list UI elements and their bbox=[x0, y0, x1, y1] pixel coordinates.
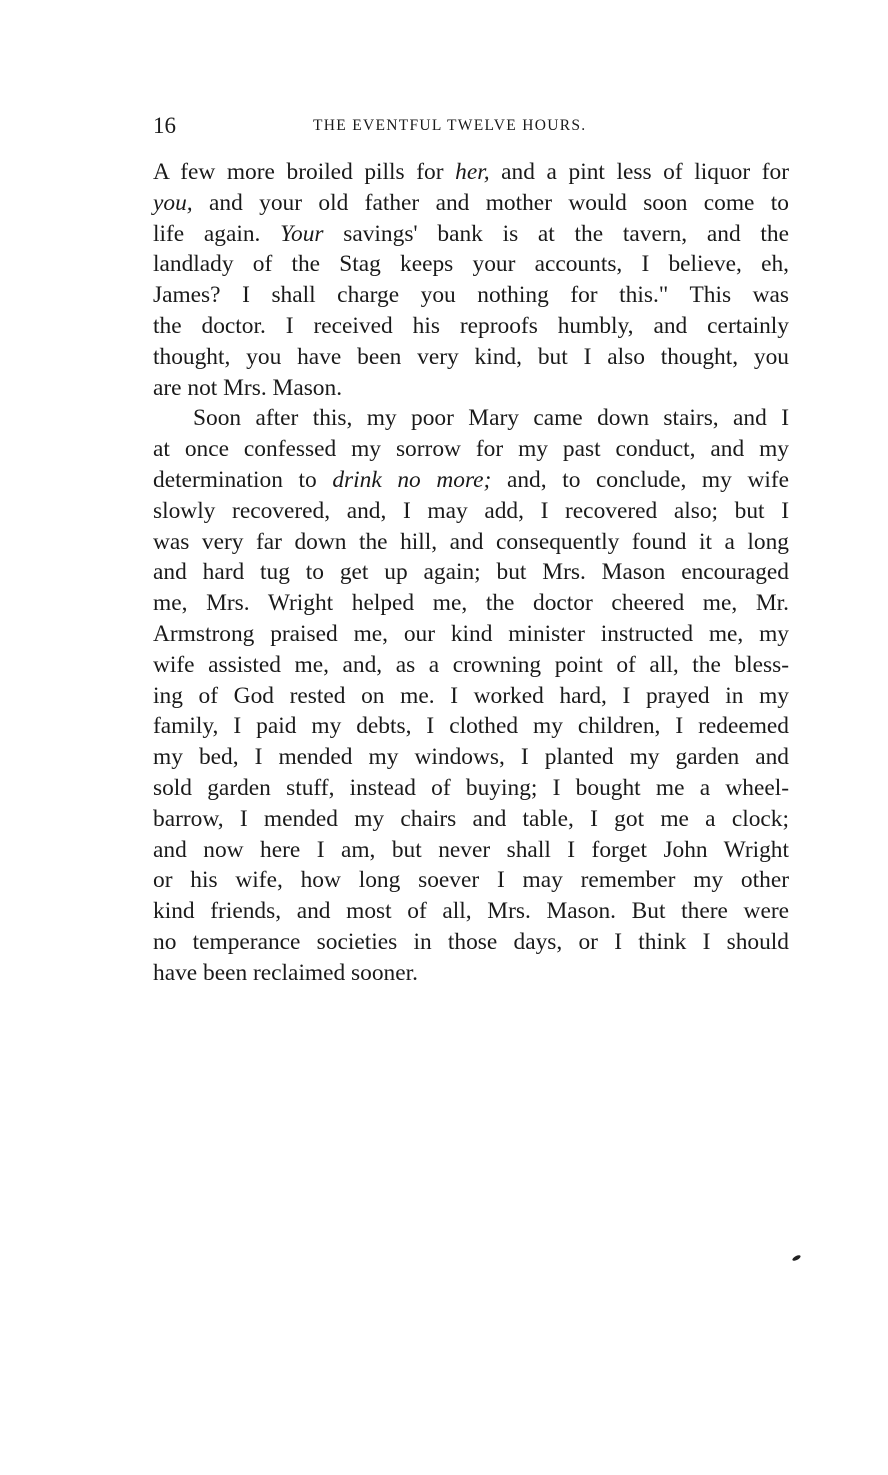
text-line: are not Mrs. Mason. bbox=[153, 374, 343, 401]
text-line: Soon after this, my poor Mary came down stairs, and I bbox=[193, 405, 789, 432]
text-line: A few more broiled pills for her, and a pint less of liquor for bbox=[153, 159, 789, 185]
text-line: kind friends, and most of all, Mrs. Mason. But there were bbox=[153, 898, 789, 925]
text-line: sold garden stuff, instead of buying; I bought me a wheel- bbox=[153, 774, 789, 801]
text-line: and now here I am, but never shall I forget John Wright bbox=[153, 836, 789, 863]
text-line: ing of God rested on me. I worked hard, I prayed in my bbox=[153, 682, 789, 709]
text-line: Armstrong praised me, our kind minister instructed me, my bbox=[153, 620, 789, 647]
text-line: was very far down the hill, and consequently found it a long bbox=[153, 528, 789, 555]
paragraph-1 bbox=[153, 157, 789, 403]
text-line: no temperance societies in those days, or I think I should bbox=[153, 928, 789, 955]
text-line: have been reclaimed sooner. bbox=[153, 959, 418, 986]
text-line: or his wife, how long soever I may remember my other bbox=[153, 867, 789, 894]
text-line: landlady of the Stag keeps your accounts, I believe, eh, bbox=[153, 251, 789, 278]
text-line: barrow, I mended my chairs and table, I got me a clock; bbox=[153, 805, 789, 832]
text-line: at once confessed my sorrow for my past conduct, and my bbox=[153, 436, 789, 463]
text-line: me, Mrs. Wright helped me, the doctor cheered me, Mr. bbox=[153, 590, 789, 617]
text-line: and hard tug to get up again; but Mrs. Mason encouraged bbox=[153, 559, 789, 586]
italic-text: drink no more; bbox=[332, 466, 492, 493]
text-line: thought, you have been very kind, but I also thought, you bbox=[153, 343, 789, 370]
text-line: my bed, I mended my windows, I planted my garden and bbox=[153, 744, 789, 771]
ink-speck bbox=[792, 1254, 802, 1262]
text-line: you, and your old father and mother would soon come to bbox=[153, 189, 789, 216]
paragraph-2 bbox=[153, 403, 789, 988]
italic-text: you, bbox=[153, 189, 193, 216]
page-number: 16 bbox=[153, 113, 176, 138]
italic-text: her, bbox=[455, 159, 490, 185]
running-head bbox=[153, 114, 789, 138]
text-line: life again. Your savings' bank is at the tavern, and the bbox=[153, 220, 789, 247]
italic-text: Your bbox=[280, 220, 324, 247]
text-line: wife assisted me, and, as a crowning point of all, the bless- bbox=[153, 651, 789, 678]
running-title: THE EVENTFUL TWELVE HOURS. bbox=[313, 117, 587, 134]
text-line: James? I shall charge you nothing for this." This was bbox=[153, 282, 789, 309]
text-line: determination to drink no more; and, to conclude, my wife bbox=[153, 466, 790, 493]
body-text bbox=[153, 157, 789, 989]
text-line: the doctor. I received his reproofs humbly, and certainly bbox=[153, 312, 789, 339]
text-line: family, I paid my debts, I clothed my children, I redeemed bbox=[153, 713, 789, 740]
text-line: slowly recovered, and, I may add, I recovered also; but I bbox=[153, 497, 789, 524]
